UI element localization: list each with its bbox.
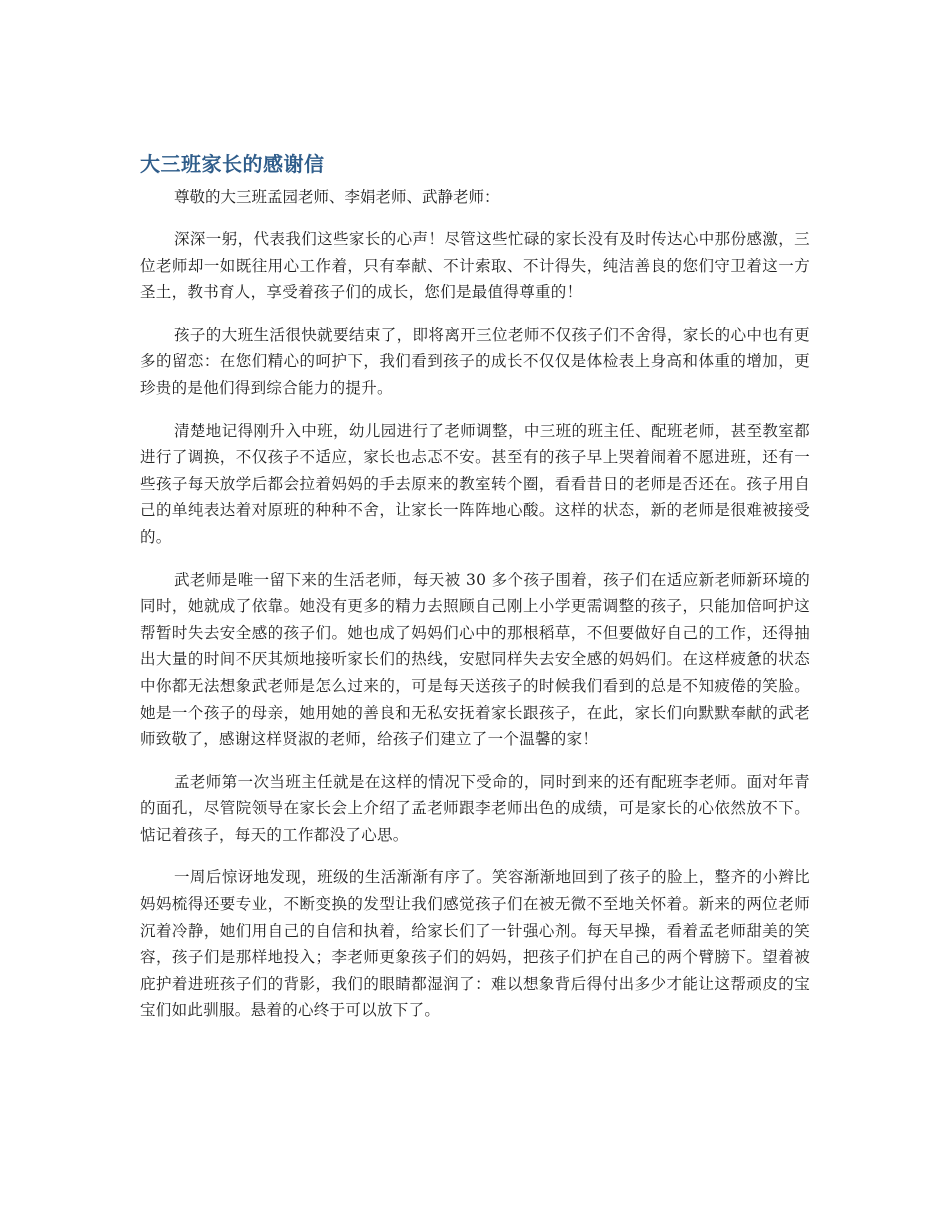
paragraph-1: 深深一躬，代表我们这些家长的心声！尽管这些忙碌的家长没有及时传达心中那份感激，三位老师却一如既往用心工作着，只有奉献、不计索取、不计得失，纯洁善良的您们守卫着这一方圣土，教书育人，享受着孩子们的成长，您们是最值得尊重的！ xyxy=(140,230,810,302)
paragraph-4: 武老师是唯一留下来的生活老师，每天被 30 多个孩子围着，孩子们在适应新老师新环境的同时，她就成了依靠。她没有更多的精力去照顾自己刚上小学更需调整的孩子，只能加倍呵护这帮暂时失去安全感的孩子们。她也成了妈妈们心中的那根稻草，不但要做好自己的工作，还得抽出大量的时间不厌其烦地接听家长们的热线，安慰同样失去安全感的妈妈们。在这样疲惫的状态中你都无法想象武老师是怎么过来的，可是每天送孩子的时候我们看到的总是不知疲倦的笑脸。她是一个孩子的母亲，她用她的善良和无私安抚着家长跟孩子，在此，家长们向默默奉献的武老师致敬了，感谢这样贤淑的老师，给孩子们建立了一个温馨的家！ xyxy=(140,570,810,749)
document-body xyxy=(140,148,810,1024)
paragraph-2: 孩子的大班生活很快就要结束了，即将离开三位老师不仅孩子们不舍得，家长的心中也有更多的留恋：在您们精心的呵护下，我们看到孩子的成长不仅仅是体检表上身高和体重的增加，更珍贵的是他们得到综合能力的提升。 xyxy=(140,325,810,397)
paragraph-5: 孟老师第一次当班主任就是在这样的情况下受命的，同时到来的还有配班李老师。面对年青的面孔，尽管院领导在家长会上介绍了孟老师跟李老师出色的成绩，可是家长的心依然放不下。惦记着孩子，每天的工作都没了心思。 xyxy=(140,772,810,844)
paragraph-6: 一周后惊讶地发现，班级的生活渐渐有序了。笑容渐渐地回到了孩子的脸上，整齐的小辫比妈妈梳得还要专业，不断变换的发型让我们感觉孩子们在被无微不至地关怀着。新来的两位老师沉着冷静，她们用自己的自信和执着，给家长们了一针强心剂。每天早操，看着孟老师甜美的笑容，孩子们是那样地投入；李老师更象孩子们的妈妈，把孩子们护在自己的两个臂膀下。望着被庇护着进班孩子们的背影，我们的眼睛都湿润了：难以想象背后得付出多少才能让这帮顽皮的宝宝们如此驯服。悬着的心终于可以放下了。 xyxy=(140,868,810,1020)
salutation: 尊敬的大三班孟园老师、李娟老师、武静老师： xyxy=(174,188,500,206)
paragraph-3: 清楚地记得刚升入中班，幼儿园进行了老师调整，中三班的班主任、配班老师，甚至教室都进行了调换，不仅孩子不适应，家长也忐忑不安。甚至有的孩子早上哭着闹着不愿进班，还有一些孩子每天放学后都会拉着妈妈的手去原来的教室转个圈，看看昔日的老师是否还在。孩子用自己的单纯表达着对原班的种种不舍，让家长一阵阵地心酸。这样的状态，新的老师是很难被接受的。 xyxy=(140,421,810,546)
document-title: 大三班家长的感谢信 xyxy=(140,152,325,176)
